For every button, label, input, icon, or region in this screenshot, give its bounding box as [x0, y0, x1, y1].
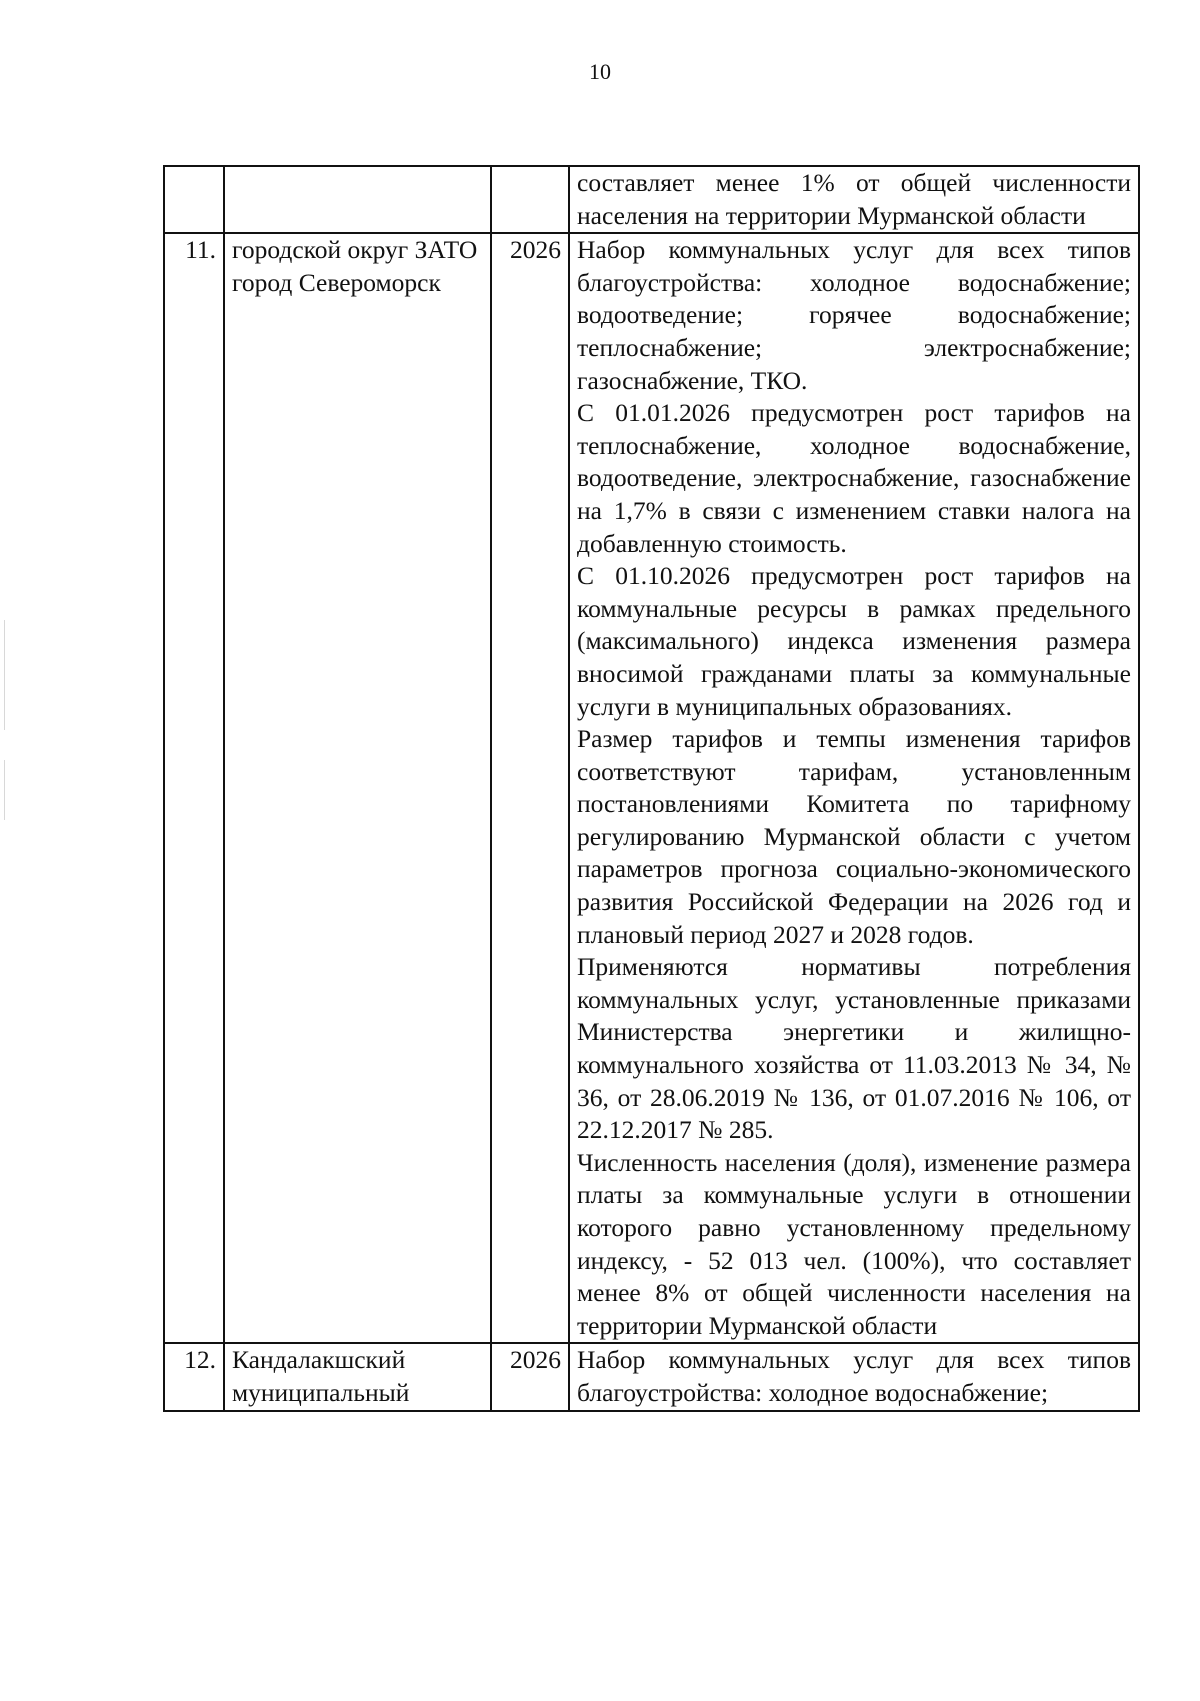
description-paragraph: Применяются нормативы потребления коммунальных услуг, установленные приказами Министерства энергетики и жилищно-коммунального хозяйства от 11.03.2013 № 34, № 36, от 28.06.2019 № 136, от 01.07.2016 № 106, от 22.12.2017 № 285. — [577, 952, 1131, 1145]
scan-edge-mark — [4, 760, 5, 820]
description-cell — [569, 166, 1139, 233]
description-paragraph: Набор коммунальных услуг для всех типов благоустройства: холодное водоснабжение; — [577, 1345, 1131, 1407]
description-paragraph: составляет менее 1% от общей численности населения на территории Мурманской области — [577, 168, 1131, 230]
description-paragraph: С 01.01.2026 предусмотрен рост тарифов на теплоснабжение, холодное водоснабжение, водоотведение, электроснабжение, газоснабжение на 1,7% в связи с изменением ставки налога на добавленную стоимость. — [577, 398, 1131, 558]
municipality-cell: Кандалакшский муниципальный — [224, 1343, 491, 1410]
tariff-table — [163, 165, 1140, 1412]
table-row — [164, 166, 1139, 233]
year-cell — [491, 166, 569, 233]
municipality-cell: городской округ ЗАТО город Североморск — [224, 233, 491, 1343]
description-cell — [569, 1343, 1139, 1410]
description-paragraph: Набор коммунальных услуг для всех типов благоустройства: холодное водоснабжение; водоотведение; горячее водоснабжение; теплоснабжение; электроснабжение; газоснабжение, ТКО. — [577, 235, 1131, 395]
description-paragraph: Численность населения (доля), изменение размера платы за коммунальные услуги в отношении которого равно установленному предельному индексу, - 52 013 чел. (100%), что составляет менее 8% от общей численности населения на территории Мурманской области — [577, 1147, 1131, 1340]
year-cell: 2026 — [491, 233, 569, 1343]
row-number-cell: 11. — [164, 233, 224, 1343]
description-cell — [569, 233, 1139, 1343]
row-number-cell: 12. — [164, 1343, 224, 1410]
year-cell: 2026 — [491, 1343, 569, 1410]
table-row — [164, 233, 1139, 1343]
municipality-cell — [224, 166, 491, 233]
page-number: 10 — [589, 59, 611, 84]
description-paragraph: Размер тарифов и темпы изменения тарифов соответствуют тарифам, установленным постановлениями Комитета по тарифному регулированию Мурманской области с учетом параметров прогноза социально-экономического развития Российской Федерации на 2026 год и плановый период 2027 и 2028 годов. — [577, 724, 1131, 949]
table-row — [164, 1343, 1139, 1410]
row-number-cell — [164, 166, 224, 233]
scan-edge-mark — [4, 620, 5, 730]
description-paragraph: С 01.10.2026 предусмотрен рост тарифов на коммунальные ресурсы в рамках предельного (максимального) индекса изменения размера вносимой гражданами платы за коммунальные услуги в муниципальных образованиях. — [577, 561, 1131, 721]
